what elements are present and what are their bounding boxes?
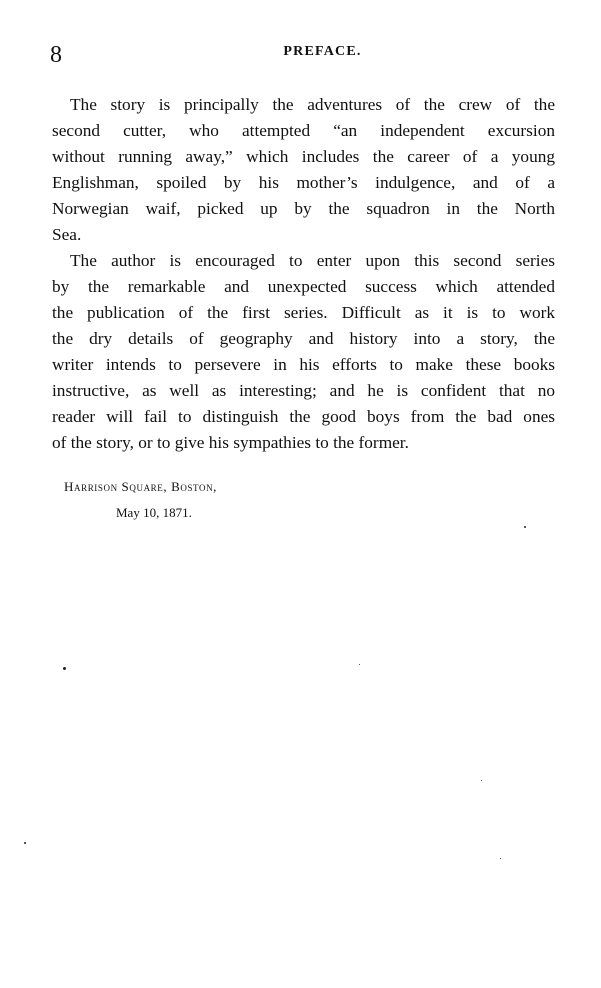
text-line: Englishman, spoiled by his mother’s indulgence, and of a bbox=[52, 173, 555, 192]
paragraph-1 bbox=[52, 92, 555, 248]
scan-speck bbox=[63, 667, 66, 670]
running-title: PREFACE. bbox=[283, 44, 362, 59]
signature-place: Harrison Square, Boston, bbox=[64, 479, 218, 494]
paragraph-2 bbox=[52, 248, 555, 456]
text-line: of the story, or to give his sympathies to the former. bbox=[52, 433, 409, 452]
text-line: the publication of the first series. Difficult as it is to work bbox=[52, 303, 555, 322]
text-line: The story is principally the adventures of the crew of the bbox=[70, 95, 555, 114]
preface-body bbox=[52, 92, 555, 456]
text-line: The author is encouraged to enter upon this second series bbox=[70, 251, 555, 270]
text-line: the dry details of geography and history into a story, the bbox=[52, 329, 555, 348]
text-line: second cutter, who attempted “an independent excursion bbox=[52, 121, 555, 140]
text-line: writer intends to persevere in his efforts to make these books bbox=[52, 355, 555, 374]
text-line: reader will fail to distinguish the good boys from the bad ones bbox=[52, 407, 555, 426]
signature-block bbox=[64, 474, 217, 526]
scan-speck bbox=[24, 842, 26, 844]
text-line: without running away,” which includes the career of a young bbox=[52, 147, 555, 166]
page-number: 8 bbox=[50, 42, 62, 68]
running-head bbox=[50, 40, 555, 70]
scan-speck bbox=[481, 780, 482, 781]
scan-speck bbox=[524, 526, 526, 528]
signature-date: May 10, 1871. bbox=[116, 505, 192, 520]
text-line: by the remarkable and unexpected success which attended bbox=[52, 277, 555, 296]
text-line: Norwegian waif, picked up by the squadron in the North bbox=[52, 199, 555, 218]
scan-speck bbox=[500, 858, 501, 859]
scan-speck bbox=[359, 664, 360, 665]
text-line: Sea. bbox=[52, 225, 82, 244]
text-line: instructive, as well as interesting; and he is confident that no bbox=[52, 381, 555, 400]
